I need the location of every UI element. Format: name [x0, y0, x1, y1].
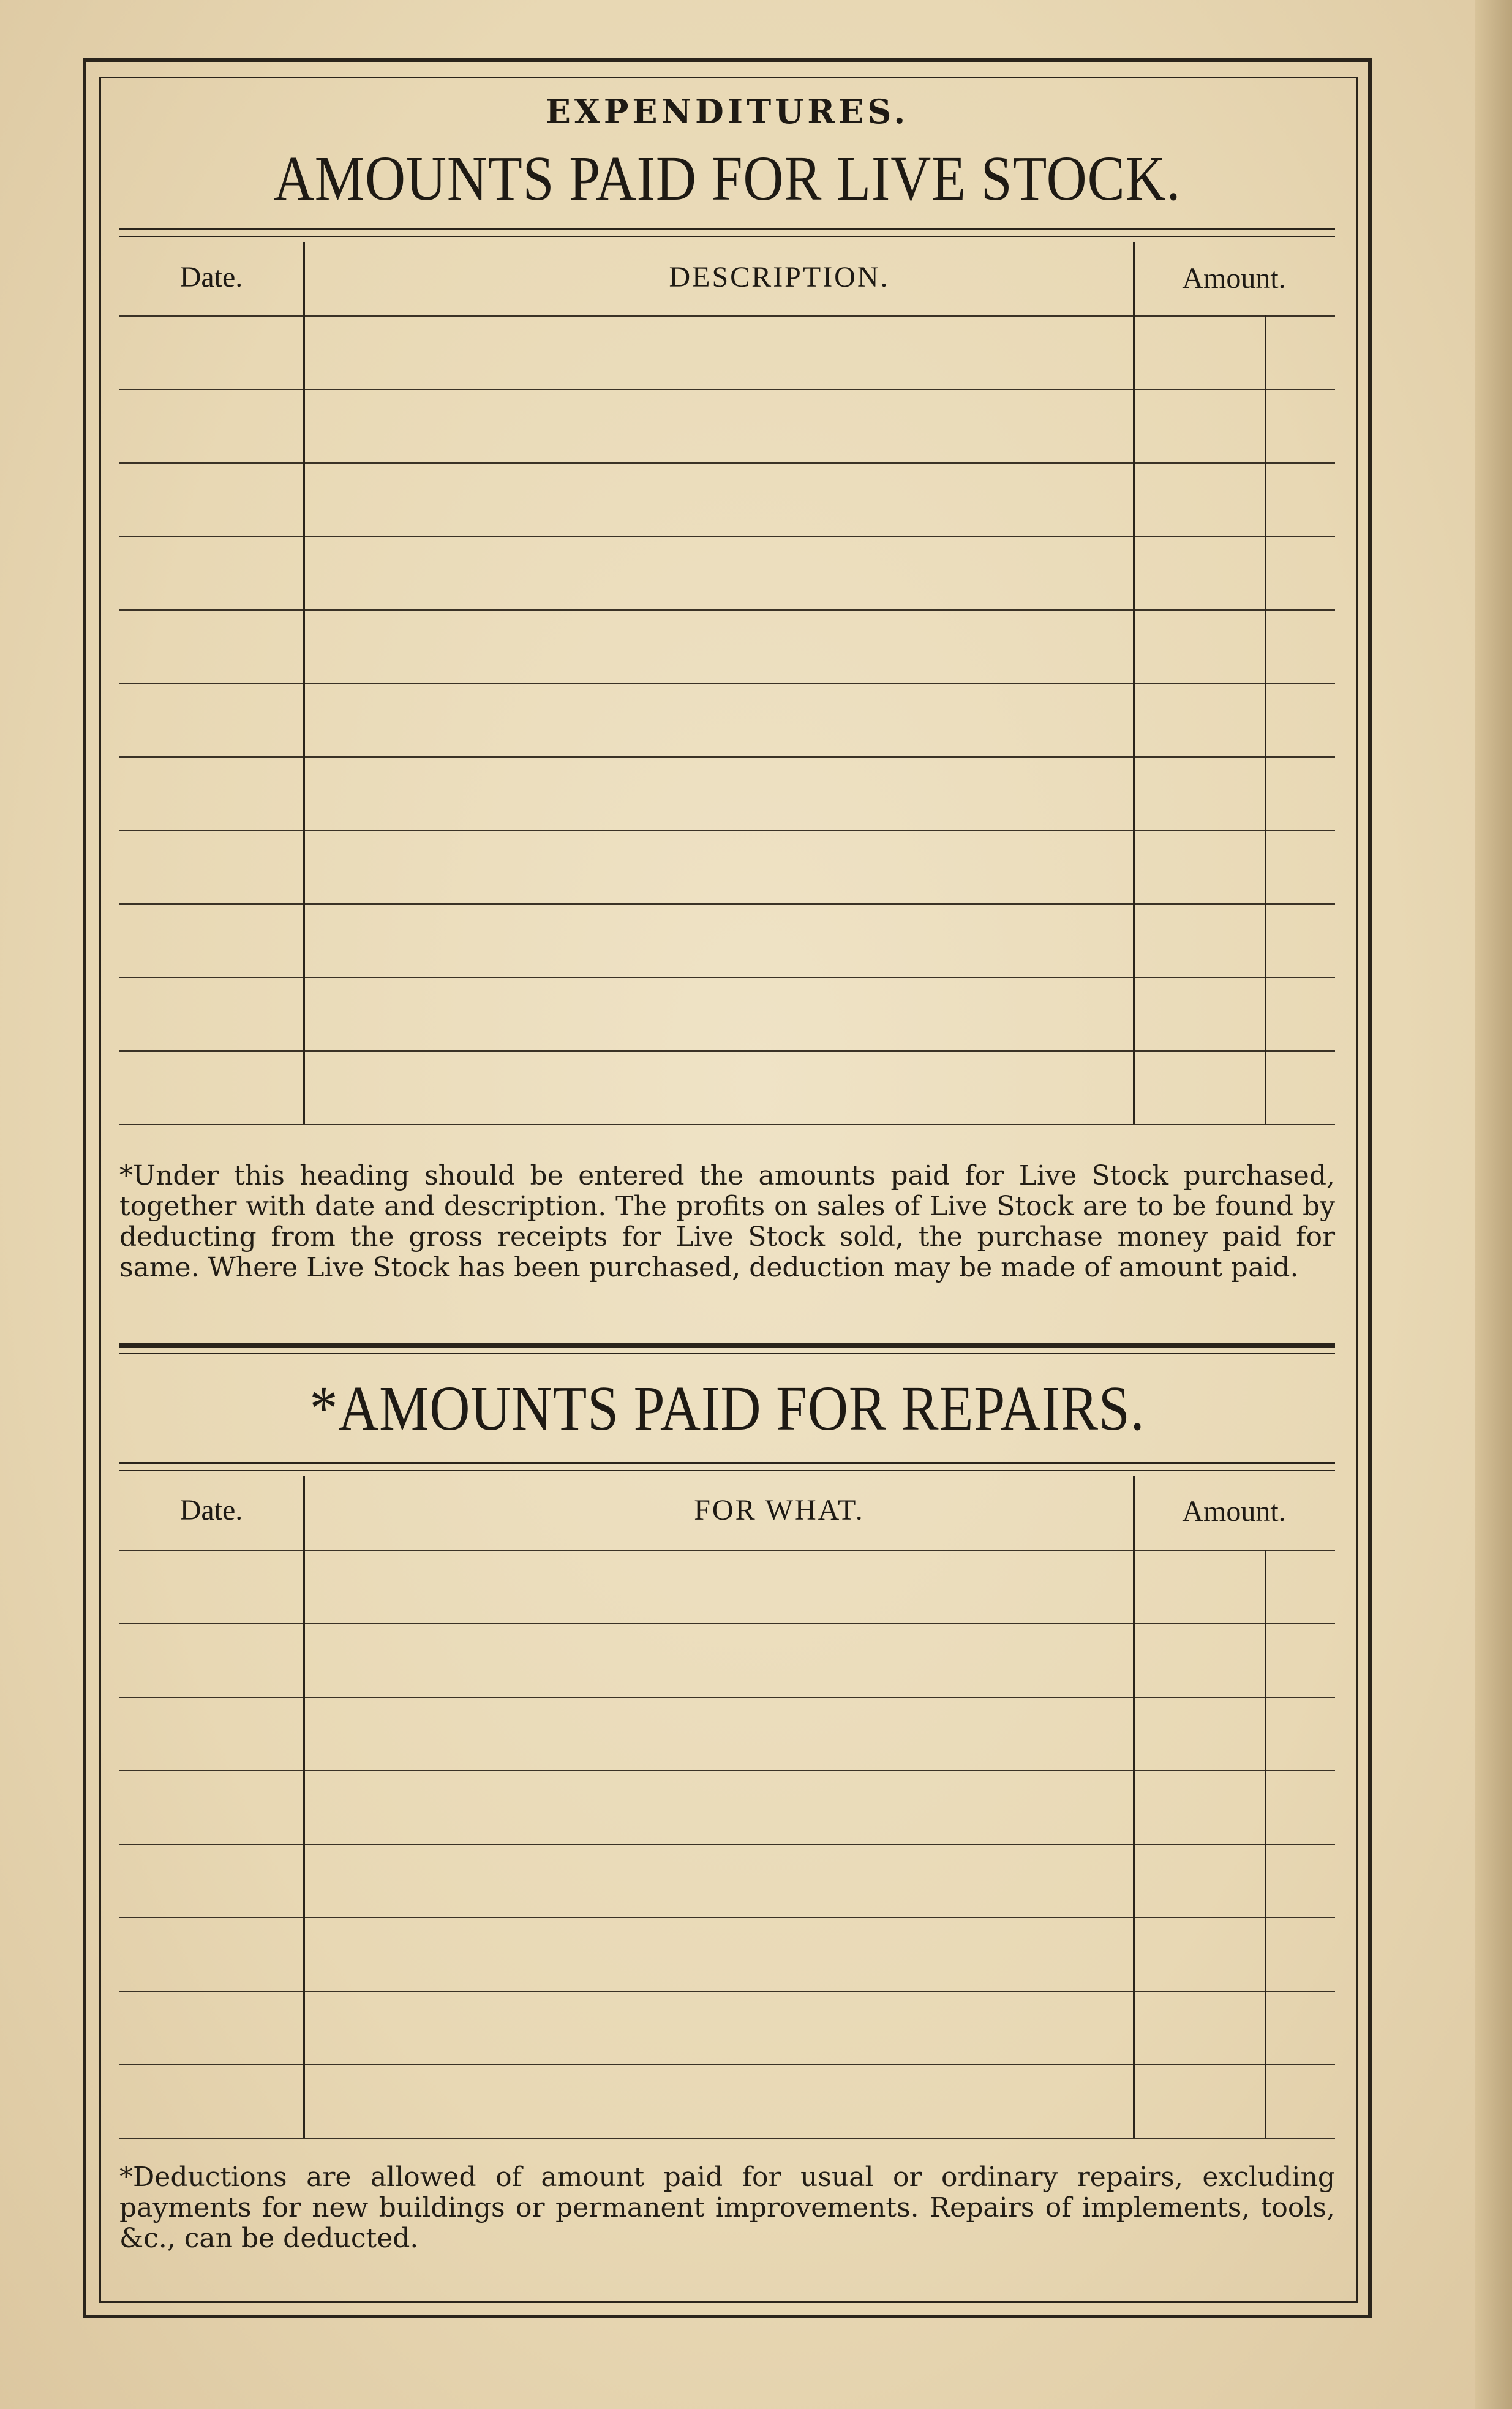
repairs-rule-bottom	[119, 1470, 1335, 1471]
column-header-amount: Amount.	[1182, 262, 1286, 295]
repairs-ledger	[119, 1476, 1335, 2141]
row-rule	[119, 1623, 1335, 1624]
title-rule-bottom	[119, 236, 1335, 237]
row-rule	[119, 462, 1335, 464]
cents-column-divider	[1265, 1550, 1266, 2138]
row-rule	[119, 756, 1335, 758]
column-header-date: Date.	[179, 261, 243, 293]
row-rule	[119, 1697, 1335, 1698]
live-stock-ledger	[119, 242, 1335, 1136]
row-rule	[119, 536, 1335, 537]
live-stock-section	[119, 0, 1335, 1348]
row-rule	[119, 1050, 1335, 1052]
column-header-for-what: FOR WHAT.	[694, 1494, 865, 1526]
date-column-divider	[303, 1476, 305, 2138]
row-rule	[119, 2064, 1335, 2065]
row-rule	[119, 609, 1335, 611]
section-divider-thin	[119, 1353, 1335, 1354]
row-rule	[119, 1770, 1335, 1771]
date-column-divider	[303, 242, 305, 1124]
repairs-title: *AMOUNTS PAID FOR REPAIRS.	[309, 1373, 1145, 1444]
column-header-amount: Amount.	[1182, 1495, 1286, 1528]
row-rule	[119, 2138, 1335, 2139]
section-divider-thick	[119, 1343, 1335, 1348]
live-stock-footnote: *Under this heading should be entered the amounts paid for Live Stock purchased, together with date and description. The profits on sales of Live Stock are to be found by deducting from the gross receipts for Live Stock sold, the purchase money paid for same. Where Live Stock has been purchased, deduction may be made of amount paid.	[119, 1160, 1335, 1283]
column-header-description: DESCRIPTION.	[669, 261, 890, 293]
row-rule	[119, 389, 1335, 390]
header-rule	[119, 1550, 1335, 1551]
title-rule-top	[119, 228, 1335, 230]
repairs-footnote: *Deductions are allowed of amount paid for usual or ordinary repairs, excluding payments for new buildings or permanent improvements. Repairs of implements, tools, &c., can be deducted.	[119, 2162, 1335, 2254]
page-edge	[1475, 0, 1512, 2409]
row-rule	[119, 903, 1335, 905]
repairs-rule-top	[119, 1462, 1335, 1464]
amount-column-divider	[1133, 1476, 1135, 2138]
row-rule	[119, 1844, 1335, 1845]
row-rule	[119, 1124, 1335, 1125]
repairs-section	[119, 1338, 1335, 2306]
amount-column-divider	[1133, 242, 1135, 1124]
row-rule	[119, 683, 1335, 684]
row-rule	[119, 830, 1335, 831]
header-rule	[119, 315, 1335, 317]
column-header-date: Date.	[179, 1494, 243, 1526]
row-rule	[119, 1991, 1335, 1992]
cents-column-divider	[1265, 315, 1266, 1124]
section-label: EXPENDITURES.	[545, 92, 909, 131]
row-rule	[119, 977, 1335, 978]
row-rule	[119, 1917, 1335, 1918]
page-title: AMOUNTS PAID FOR LIVE STOCK.	[273, 143, 1181, 214]
